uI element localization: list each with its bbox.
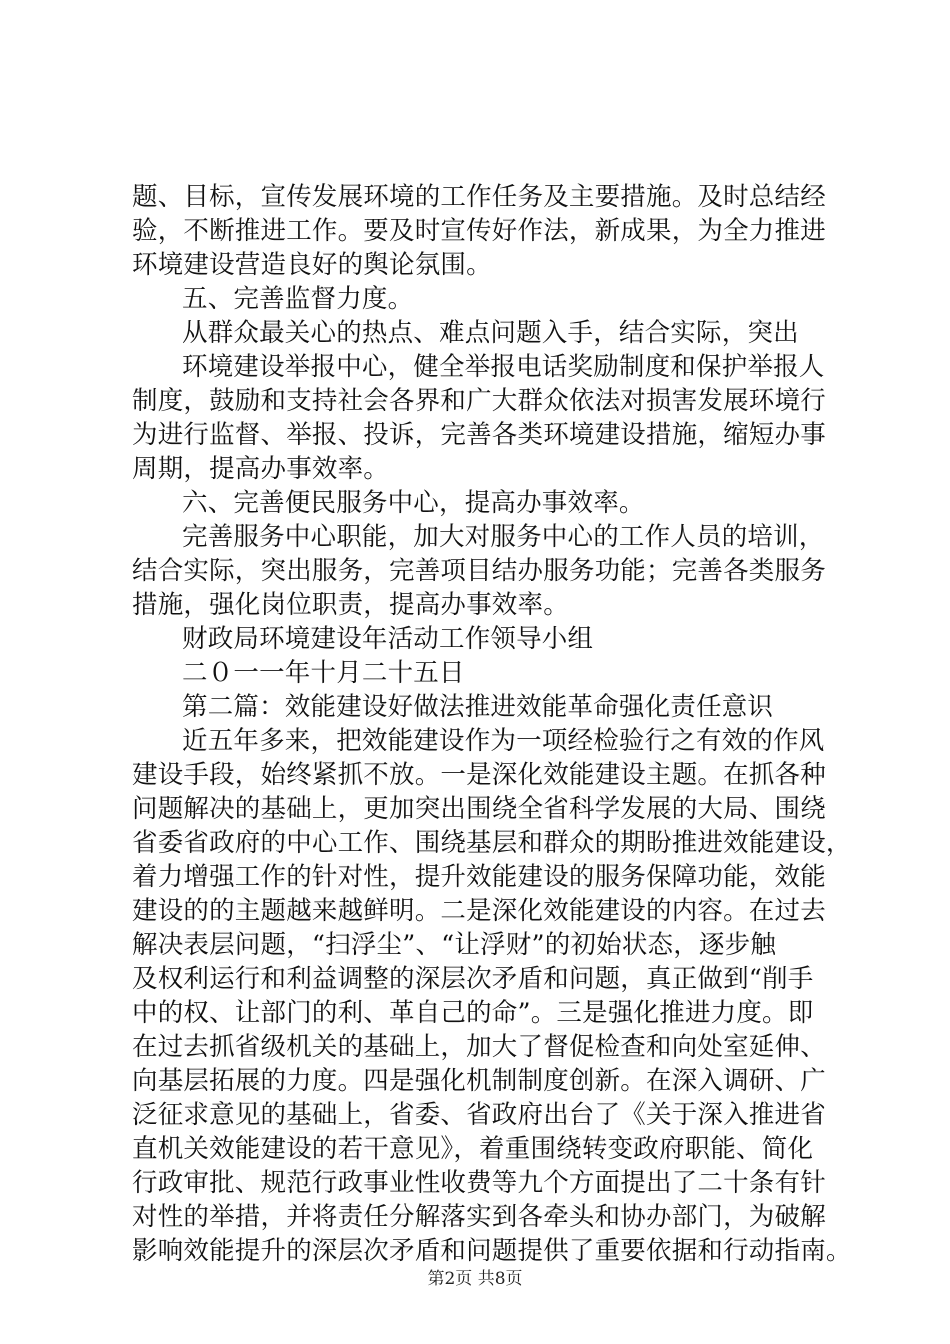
body-text-line: 行政审批、规范行政事业性收费等九个方面提出了二十条有针 bbox=[132, 1168, 826, 1198]
page-number-footer: 第2页 共8页 bbox=[427, 1269, 523, 1289]
body-text-line: 向基层拓展的力度。四是强化机制制度创新。在深入调研、广 bbox=[132, 1066, 826, 1096]
body-text-line: 制度，鼓励和支持社会各界和广大群众依法对损害发展环境行 bbox=[132, 386, 826, 416]
body-text-line: 题、目标，宣传发展环境的工作任务及主要措施。及时总结经 bbox=[132, 182, 826, 212]
body-text-line: 问题解决的基础上，更加突出围绕全省科学发展的大局、围绕 bbox=[132, 794, 826, 824]
signature-organization: 财政局环境建设年活动工作领导小组 bbox=[182, 624, 594, 654]
body-text-line: 建设手段，始终紧抓不放。一是深化效能建设主题。在抓各种 bbox=[132, 760, 826, 790]
body-text-line: 影响效能提升的深层次矛盾和问题提供了重要依据和行动指南。 bbox=[132, 1236, 852, 1266]
body-text-line: 结合实际，突出服务，完善项目结办服务功能；完善各类服务 bbox=[132, 556, 826, 586]
body-text-line: 解决表层问题，“扫浮尘”、“让浮财”的初始状态，逐步触 bbox=[132, 930, 777, 960]
body-text-line: 环境建设营造良好的舆论氛围。 bbox=[132, 250, 492, 280]
body-text-line: 对性的举措，并将责任分解落实到各牵头和协办部门，为破解 bbox=[132, 1202, 826, 1232]
body-text-line: 中的权、让部门的利、革自己的命”。三是强化推进力度。即 bbox=[132, 998, 814, 1028]
body-text-line: 从群众最关心的热点、难点问题入手，结合实际，突出 bbox=[182, 318, 799, 348]
body-text-line: 为进行监督、举报、投诉，完善各类环境建设措施，缩短办事 bbox=[132, 420, 826, 450]
body-text-line: 环境建设举报中心，健全举报电话奖励制度和保护举报人 bbox=[182, 352, 825, 382]
body-text-line: 及权利运行和利益调整的深层次矛盾和问题，真正做到“削手 bbox=[132, 964, 814, 994]
body-text-line: 完善服务中心职能，加大对服务中心的工作人员的培训， bbox=[182, 522, 825, 552]
chapter-heading: 第二篇：效能建设好做法推进效能革命强化责任意识 bbox=[182, 692, 774, 722]
body-text-line: 着力增强工作的针对性，提升效能建设的服务保障功能，效能 bbox=[132, 862, 826, 892]
body-text-line: 直机关效能建设的若干意见》，着重围绕转变政府职能、简化 bbox=[132, 1134, 814, 1164]
body-text-line: 在过去抓省级机关的基础上，加大了督促检查和向处室延伸、 bbox=[132, 1032, 826, 1062]
section-heading: 六、完善便民服务中心，提高办事效率。 bbox=[182, 488, 645, 518]
body-text-line: 近五年多来，把效能建设作为一项经检验行之有效的作风 bbox=[182, 726, 825, 756]
body-text-line: 措施，强化岗位职责，提高办事效率。 bbox=[132, 590, 569, 620]
body-text-line: 验，不断推进工作。要及时宣传好作法，新成果，为全力推进 bbox=[132, 216, 826, 246]
body-text-line: 周期，提高办事效率。 bbox=[132, 454, 390, 484]
body-text-line: 泛征求意见的基础上，省委、省政府出台了《关于深入推进省 bbox=[132, 1100, 826, 1130]
section-heading: 五、完善监督力度。 bbox=[182, 284, 414, 314]
body-text-line: 建设的的主题越来越鲜明。二是深化效能建设的内容。在过去 bbox=[132, 896, 826, 926]
body-text-line: 省委省政府的中心工作、围绕基层和群众的期盼推进效能建设， bbox=[132, 828, 852, 858]
signature-date: 二０一一年十月二十五日 bbox=[182, 658, 465, 688]
